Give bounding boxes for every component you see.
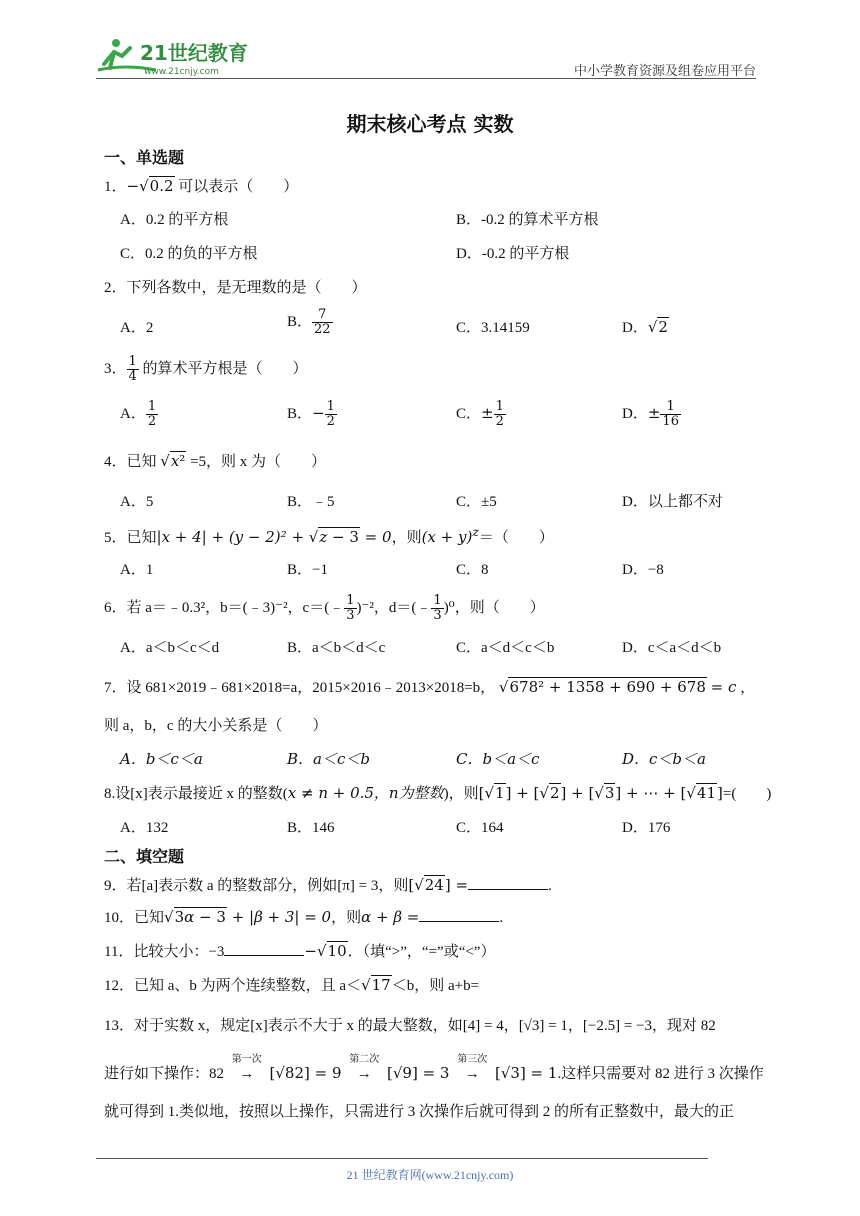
question-11: 11．比较大小：−3 −√10．（填“>”，“=”或“<”）: [104, 942, 496, 960]
q9-answer-blank[interactable]: [468, 875, 548, 890]
section-heading-fill-blank: 二、填空题: [104, 847, 185, 866]
logo-text: 21世纪教育: [140, 41, 248, 65]
q4-option-a: A．5: [120, 494, 154, 510]
q5-option-b: B．−1: [287, 562, 328, 578]
q7-option-d: D．c＜b＜a: [622, 750, 706, 768]
q8-option-b: B．146: [287, 820, 335, 836]
q3-option-b: B．− $\frac{1}{2}$: [287, 399, 335, 429]
section-heading-single-choice: 一、单选题: [104, 148, 185, 167]
q4-option-c: C．±5: [456, 494, 497, 510]
footer-text[interactable]: 21 世纪教育网(www.21cnjy.com): [346, 1168, 514, 1182]
q2-option-c: C．3.14159: [456, 320, 530, 336]
question-10: 10．已知√3α − 3 + |β + 3| = 0，则α + β = .: [104, 908, 504, 926]
q2-option-d: D．√2: [622, 318, 668, 336]
question-7: 7．设 681×2019﹣681×2018=a，2015×2016﹣2013×2018=b， √678² + 1358 + 690 + 678 = c ，: [104, 678, 756, 696]
q8-option-c: C．164: [456, 820, 504, 836]
q8-option-d: D．176: [622, 820, 671, 836]
q4-option-d: D．以上都不对: [622, 494, 723, 510]
q6-option-c: C．a＜d＜c＜b: [456, 640, 555, 656]
q11-answer-blank[interactable]: [224, 941, 304, 956]
question-5: 5．已知|x + 4| + (y − 2)² + √z − 3 = 0，则$(x + y)^z=$（ ）: [104, 524, 554, 546]
q7-option-c: C．b＜a＜c: [456, 750, 540, 768]
q5-option-c: C．8: [456, 562, 489, 578]
logo-url: www.21cnjy.com: [144, 67, 219, 77]
question-8: 8.设[x]表示最接近 x 的整数(x ≠ n + 0.5，n为整数)，则[√1] + [√2] + [√3] + ⋯ + [√41]=( ): [104, 784, 772, 802]
question-7-line-2: 则 a，b，c 的大小关系是（ ）: [104, 718, 328, 734]
q6-option-d: D．c＜a＜d＜b: [622, 640, 722, 656]
q2-option-b: B． $\frac{7}{22}$: [287, 307, 331, 337]
question-2: 2．下列各数中，是无理数的是（ ）: [104, 280, 367, 296]
q1-option-a: A．0.2 的平方根: [120, 212, 229, 228]
q3-option-c: C．± $\frac{1}{2}$: [456, 399, 504, 429]
question-4: 4．已知 √x² =5，则 x 为（ ）: [104, 452, 327, 470]
page-title: 期末核心考点 实数: [346, 112, 514, 136]
question-9: 9．若[a]表示数 a 的整数部分，例如[π] = 3，则[√24] = .: [104, 876, 552, 894]
question-13-line-1: 13．对于实数 x，规定[x]表示不大于 x 的最大整数，如[4] = 4，[√3] = 1，[−2.5] = −3，现对 82: [104, 1018, 716, 1034]
q6-option-b: B．a＜b＜d＜c: [287, 640, 386, 656]
question-3: 3． $\frac{1}{4}$ 的算术平方根是（ ）: [104, 354, 308, 384]
q1-option-b: B．-0.2 的算术平方根: [456, 212, 599, 228]
question-1: 1．−√0.2 可以表示（ ）: [104, 177, 299, 195]
q1-option-d: D．-0.2 的平方根: [456, 246, 570, 262]
header-platform-text: 中小学教育资源及组卷应用平台: [573, 63, 756, 78]
q5-option-a: A．1: [120, 562, 154, 578]
q5-option-d: D．−8: [622, 562, 664, 578]
question-12: 12．已知 a、b 为两个连续整数，且 a＜√17＜b，则 a+b=: [104, 976, 480, 994]
q2-option-a: A．2: [120, 320, 154, 336]
question-6: 6．若 a＝﹣0.3²，b＝(﹣3)⁻²，c＝(﹣ $\frac{1}{3}$ )⁻²，d＝(﹣ $\frac{1}{3}$ )⁰，则（ ）: [104, 593, 545, 623]
q7-option-b: B．a＜c＜b: [287, 750, 370, 768]
footer-divider: [96, 1158, 708, 1159]
q10-answer-blank[interactable]: [419, 907, 499, 922]
q7-option-a: A．b＜c＜a: [120, 750, 203, 768]
q6-option-a: A．a＜b＜c＜d: [120, 640, 220, 656]
q3-option-d: D．± $\frac{1}{16}$: [622, 399, 679, 429]
question-13-line-2: 进行如下操作：82 第一次 → [√82] = 9 第二次 → [√9] = 3 第三次 → [√3] = 1.这样只需要对 82 进行 3 次操作: [104, 1054, 764, 1082]
question-13-line-3: 就可得到 1.类似地，按照以上操作，只需进行 3 次操作后就可得到 2 的所有正整数中，最大的正: [104, 1104, 735, 1120]
q4-option-b: B．﹣5: [287, 494, 335, 510]
q3-option-a: A． $\frac{1}{2}$: [120, 399, 157, 429]
q1-option-c: C．0.2 的负的平方根: [120, 246, 258, 262]
site-logo: [96, 34, 266, 78]
q8-option-a: A．132: [120, 820, 169, 836]
header-divider: [96, 78, 756, 79]
